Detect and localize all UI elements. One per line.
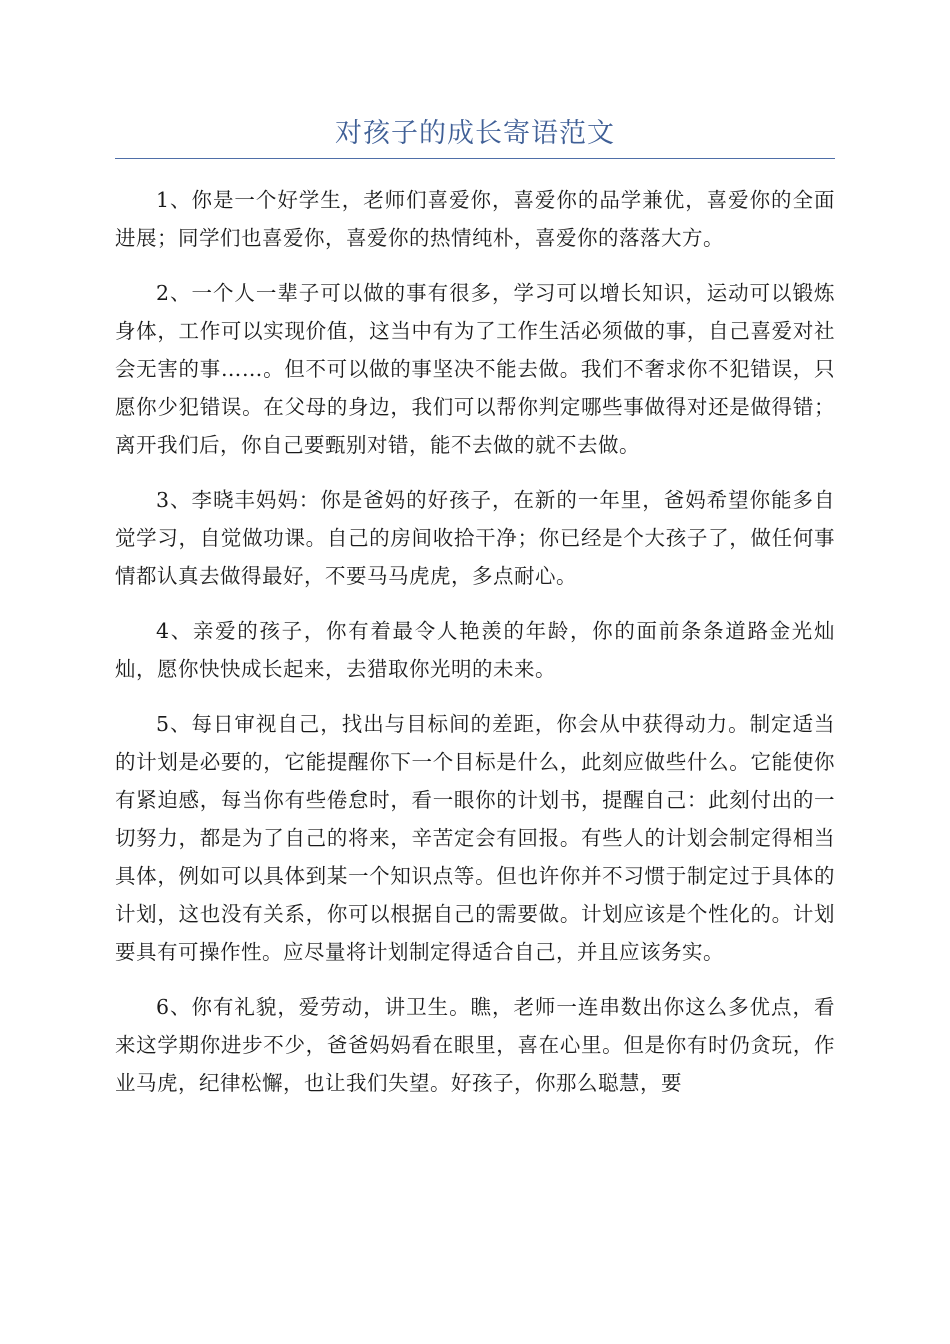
- paragraph-2: 2、一个人一辈子可以做的事有很多，学习可以增长知识，运动可以锻炼身体，工作可以实现价值，这当中有为了工作生活必须做的事，自己喜爱对社会无害的事……。但不可以做的事坚决不能去做。我们不奢求你不犯错误，只愿你少犯错误。在父母的身边，我们可以帮你判定哪些事做得对还是做得错；离开我们后，你自己要甄别对错，能不去做的就不去做。: [115, 281, 835, 457]
- paragraph-1: 1、你是一个好学生，老师们喜爱你，喜爱你的品学兼优，喜爱你的全面进展；同学们也喜爱你，喜爱你的热情纯朴，喜爱你的落落大方。: [115, 188, 835, 250]
- paragraph-6: 6、你有礼貌，爱劳动，讲卫生。瞧，老师一连串数出你这么多优点，看来这学期你进步不少，爸爸妈妈看在眼里，喜在心里。但是你有时仍贪玩，作业马虎，纪律松懈，也让我们失望。好孩子，你那么聪慧，要: [115, 995, 835, 1095]
- document-title: 对孩子的成长寄语范文: [115, 112, 835, 159]
- paragraph-5: 5、每日审视自己，找出与目标间的差距，你会从中获得动力。制定适当的计划是必要的，它能提醒你下一个目标是什么，此刻应做些什么。它能使你有紧迫感，每当你有些倦怠时，看一眼你的计划书，提醒自己：此刻付出的一切努力，都是为了自己的将来，辛苦定会有回报。有些人的计划会制定得相当具体，例如可以具体到某一个知识点等。但也许你并不习惯于制定过于具体的计划，这也没有关系，你可以根据自己的需要做。计划应该是个性化的。计划要具有可操作性。应尽量将计划制定得适合自己，并且应该务实。: [115, 712, 835, 964]
- paragraph-4: 4、亲爱的孩子，你有着最令人艳羡的年龄，你的面前条条道路金光灿灿，愿你快快成长起来，去猎取你光明的未来。: [115, 619, 835, 681]
- paragraph-3: 3、李晓丰妈妈：你是爸妈的好孩子，在新的一年里，爸妈希望你能多自觉学习，自觉做功课。自己的房间收拾干净；你已经是个大孩子了，做任何事情都认真去做得最好，不要马马虎虎，多点耐心。: [115, 488, 835, 588]
- document-body: [115, 181, 835, 1102]
- document-page: [115, 112, 835, 1119]
